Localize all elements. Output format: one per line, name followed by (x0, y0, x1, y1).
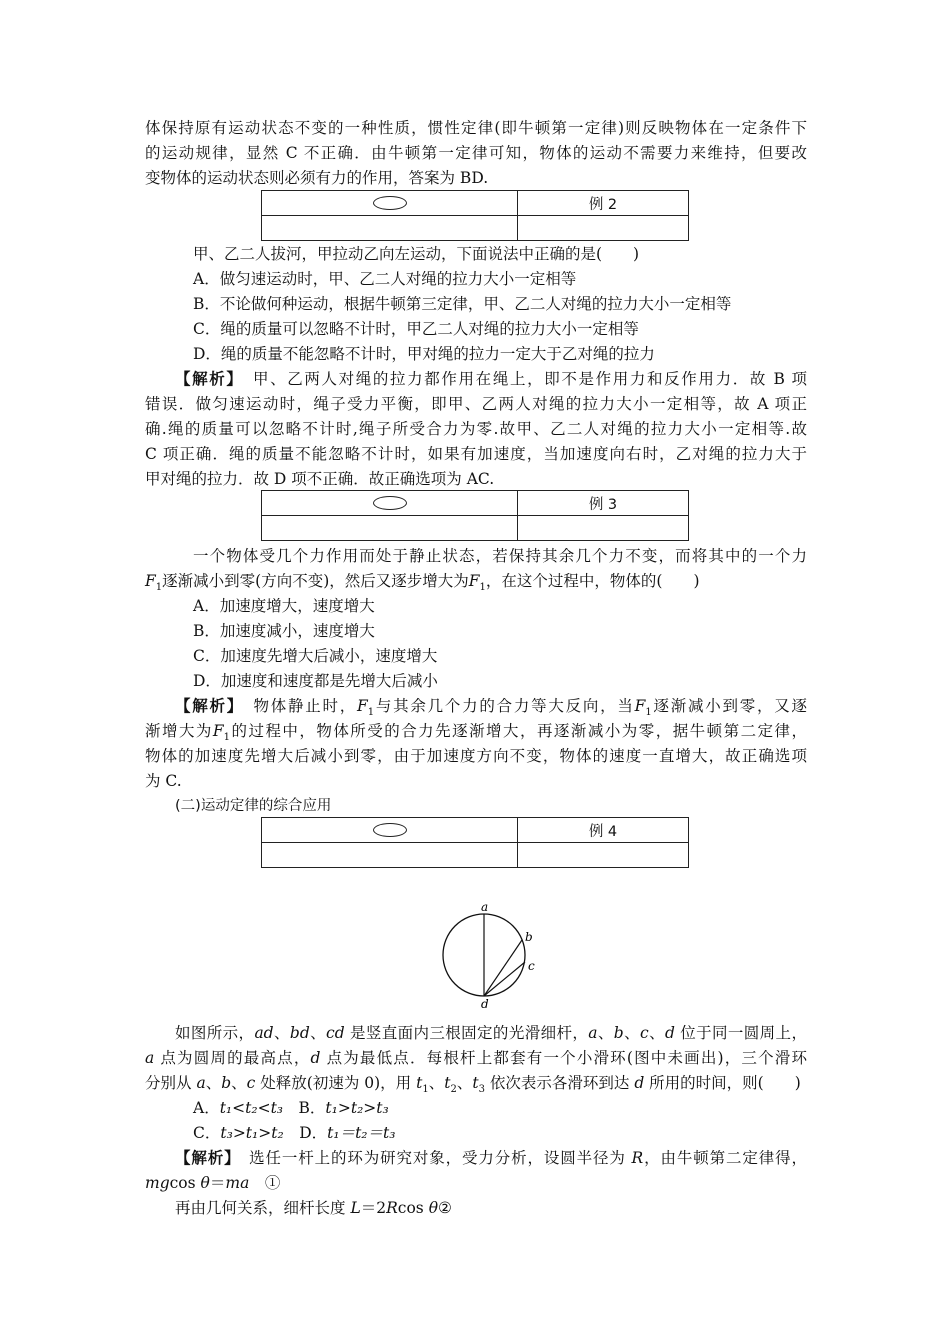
example-2-analysis-line-5: 甲对绳的拉力．故 D 项不正确．故正确选项为 AC. (145, 470, 495, 488)
label-d: d (481, 997, 489, 1011)
text: 、 (623, 1024, 641, 1042)
text: 渐增大为 (145, 722, 213, 740)
text: ＝2 (360, 1199, 387, 1217)
oval-icon (373, 496, 407, 510)
text: 逐渐减小到零(方向不变)，然后又逐步增大为 (162, 572, 469, 590)
var: R (631, 1149, 644, 1167)
text: 是竖直面内三根固定的光滑细杆， (344, 1024, 589, 1042)
example-2-option-b: B．不论做何种运动，根据牛顿第三定律，甲、乙二人对绳的拉力大小一定相等 (193, 295, 732, 313)
example-2-table (261, 190, 689, 241)
var: θ (428, 1199, 439, 1217)
oval-icon (373, 823, 407, 837)
sub: 3 (478, 1084, 485, 1096)
example-3-analysis-line-4: 为 C. (145, 772, 182, 790)
text: 处释放(初速为 0)，用 (255, 1074, 417, 1092)
text: 逐渐减小到零，又逐 (651, 697, 807, 715)
option-d-label: D． (299, 1124, 328, 1142)
sub: 1 (155, 582, 163, 594)
example-3-table (261, 490, 689, 541)
text: 的过程中，物体所受的合力先逐渐增大，再逐渐减小为零，据牛顿第二定律， (230, 722, 807, 740)
sub: 2 (450, 1084, 457, 1096)
text: 点为圆周的最高点， (154, 1049, 311, 1067)
example-4-analysis-line-3 (175, 1196, 807, 1220)
text: 分别从 (145, 1074, 197, 1092)
analysis-text: 甲、乙两人对绳的拉力都作用在绳上，即不是作用力和反作用力．故 B 项 (252, 370, 807, 388)
example-3-option-b: B．加速度减小，速度增大 (193, 622, 375, 640)
section-2-title: (二)运动定律的综合应用 (175, 798, 332, 814)
text: ，由牛顿第二定律得， (643, 1149, 807, 1167)
intro-line-2: 的运动规律，显然 C 不正确．由牛顿第一定律可知，物体的运动不需要力来维持，但要改 (145, 144, 807, 162)
var: t (444, 1074, 451, 1092)
var-F: F (212, 722, 224, 740)
example-4-analysis-line-1 (175, 1146, 807, 1170)
oval-icon (373, 196, 407, 210)
var: t (416, 1074, 423, 1092)
text: cos (397, 1199, 429, 1217)
var: R (386, 1199, 398, 1217)
var-F: F (634, 697, 646, 715)
var: a (145, 1049, 155, 1067)
text: 、 (648, 1024, 665, 1042)
text: 所用的时间，则( ) (644, 1074, 801, 1092)
example-3-analysis-line-3: 物体的加速度先增大后减小到零，由于加速度方向不变，物体的速度一直增大，故正确选项 (145, 747, 807, 765)
option-b-expr: t₁>t₂>t₃ (325, 1099, 389, 1117)
example-4-question-line-2 (145, 1046, 807, 1070)
text: 、 (428, 1074, 445, 1092)
option-c-label: C． (193, 1124, 221, 1142)
var: d (310, 1049, 321, 1067)
text: 点为最低点．每根杆上都套有一个小滑环(图中未画出)，三个滑环 (320, 1049, 807, 1067)
var: b (221, 1074, 232, 1092)
example-3-option-d: D．加速度和速度都是先增大后减小 (193, 672, 438, 690)
var: mg (145, 1174, 170, 1192)
example-4-analysis-line-2 (145, 1171, 807, 1195)
intro-line-1: 体保持原有运动状态不变的一种性质，惯性定律(即牛顿第一定律)则反映物体在一定条件下 (145, 119, 807, 137)
sub: 1 (223, 732, 231, 744)
analysis-label: 【解析】 (175, 369, 236, 388)
var: d (664, 1024, 675, 1042)
option-a-label: A． (193, 1099, 220, 1117)
sub: 1 (367, 707, 375, 719)
var: cd (326, 1024, 345, 1042)
example-2-analysis-line-4: C 项正确．绳的质量不能忽略不计时，如果有加速度，当加速度向右时，乙对绳的拉力大于 (145, 445, 807, 463)
option-c-expr: t₃>t₁>t₂ (220, 1124, 284, 1142)
var: bd (289, 1024, 310, 1042)
label-a: a (481, 900, 489, 914)
example-2-question: 甲、乙二人拔河，甲拉动乙向左运动，下面说法中正确的是( ) (193, 245, 640, 263)
text: ② (438, 1199, 452, 1217)
example-4-label: 例 4 (518, 818, 689, 843)
var-F: F (356, 697, 368, 715)
option-b-label: B． (298, 1099, 326, 1117)
label-b: b (525, 930, 533, 944)
var: b (613, 1024, 624, 1042)
example-4-table (261, 817, 689, 868)
var: t (472, 1074, 479, 1092)
text: ，在这个过程中，物体的( ) (485, 572, 700, 590)
var-F: F (468, 572, 480, 590)
text: 与其余几个力的合力等大反向，当 (374, 697, 635, 715)
text: 位于同一圆周上， (674, 1024, 807, 1042)
rod-bd (484, 940, 522, 996)
example-4-question-line-1 (175, 1021, 807, 1045)
text: cos (169, 1174, 201, 1192)
example-2-option-c: C．绳的质量可以忽略不计时，甲乙二人对绳的拉力大小一定相等 (193, 320, 639, 338)
analysis-label: 【解析】 (175, 696, 237, 715)
var: ma (225, 1174, 250, 1192)
var-F: F (145, 572, 156, 590)
example-2-analysis-line-2: 错误．做匀速运动时，绳子受力平衡，即甲、乙两人对绳的拉力大小一定相等，故 A 项正 (145, 395, 807, 413)
text: 再由几何关系，细杆长度 (175, 1199, 351, 1217)
text: 依次表示各滑环到达 (484, 1074, 635, 1092)
analysis-label: 【解析】 (175, 1148, 233, 1167)
label-c: c (528, 959, 535, 973)
option-a-expr: t₁<t₂<t₃ (219, 1099, 284, 1117)
text: 、 (309, 1024, 327, 1042)
example-3-label: 例 3 (518, 491, 689, 516)
var: c (246, 1074, 256, 1092)
var: d (634, 1074, 645, 1092)
var: L (350, 1199, 361, 1217)
example-2-analysis-line-1 (175, 367, 807, 391)
example-2-label: 例 2 (518, 191, 689, 216)
text: 、 (205, 1074, 222, 1092)
circle-rods-figure (440, 896, 550, 1012)
var: a (196, 1074, 206, 1092)
var: a (588, 1024, 598, 1042)
text: ① (249, 1174, 281, 1192)
example-3-option-c: C．加速度先增大后减小，速度增大 (193, 647, 438, 665)
intro-line-3: 变物体的运动状态则必须有力的作用，答案为 BD. (145, 169, 489, 187)
var: c (640, 1024, 649, 1042)
example-4-options-cd (193, 1121, 807, 1145)
var: ad (254, 1024, 274, 1042)
text: 物体静止时， (253, 697, 357, 715)
example-3-question-line-1: 一个物体受几个力作用而处于静止状态，若保持其余几个力不变，而将其中的一个力 (193, 547, 807, 565)
var: θ (200, 1174, 210, 1192)
text: 、 (456, 1074, 473, 1092)
sub: 1 (479, 582, 486, 594)
example-2-analysis-line-3: 确.绳的质量可以忽略不计时,绳子所受合力为零.故甲、乙二人对绳的拉力大小一定相等.故 (145, 420, 807, 438)
example-3-option-a: A．加速度增大，速度增大 (193, 597, 375, 615)
text: 如图所示， (175, 1024, 255, 1042)
sub: 1 (645, 707, 652, 719)
example-2-option-d: D．绳的质量不能忽略不计时，甲对绳的拉力一定大于乙对绳的拉力 (193, 345, 655, 363)
example-2-option-a: A．做匀速运动时，甲、乙二人对绳的拉力大小一定相等 (193, 270, 577, 288)
sub: 1 (422, 1084, 429, 1096)
text: ＝ (209, 1174, 226, 1192)
example-4-options-ab (193, 1096, 807, 1120)
text: 、 (597, 1024, 614, 1042)
option-d-expr: t₁＝t₂＝t₃ (327, 1124, 396, 1142)
text: 选任一杆上的环为研究对象，受力分析，设圆半径为 (249, 1149, 632, 1167)
text: 、 (273, 1024, 290, 1042)
text: 、 (231, 1074, 247, 1092)
